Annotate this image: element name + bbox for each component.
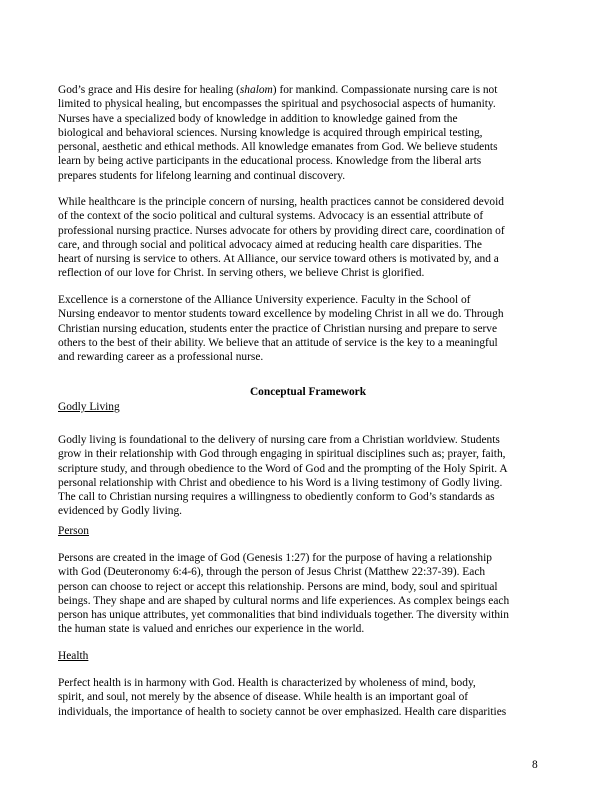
text-line: others to the best of their ability. We believe that an attitude of service is the key to a meaningful <box>58 336 498 349</box>
section-heading-conceptual-framework: Conceptual Framework <box>249 386 367 398</box>
text-line: personal relationship with Christ and obedience to his Word is a living testimony of Godly living. <box>58 476 503 489</box>
paragraph-godly-living <box>58 433 558 519</box>
text-line: Persons are created in the image of God (Genesis 1:27) for the purpose of having a relationship <box>58 552 492 564</box>
text-line: Excellence is a cornerstone of the Alliance University experience. Faculty in the School of <box>58 294 471 306</box>
text-line: individuals, the importance of health to society cannot be over emphasized. Health care disparities <box>58 705 507 718</box>
paragraph-excellence <box>58 293 558 364</box>
text-line: personal, aesthetic and ethical methods. All knowledge emanates from God. We believe students <box>58 141 498 153</box>
text-line: biological and behavioral sciences. Nursing knowledge is acquired through empirical testing, <box>58 126 483 139</box>
text-line: the human state is valued and enriches our experience in the world. <box>58 623 365 636</box>
text-line: Nursing endeavor to mentor students toward excellence by modeling Christ in all we do. Through <box>58 308 504 321</box>
text-line: learn by being active participants in the educational process. Knowledge from the liberal arts <box>58 155 482 168</box>
text-line: heart of nursing is service to others. At Alliance, our service toward others is motivated by, and a <box>58 253 499 265</box>
text-line: Godly living is foundational to the delivery of nursing care from a Christian worldview. Students <box>58 434 500 446</box>
paragraph-grace-healing <box>58 83 558 183</box>
text-line: evidenced by Godly living. <box>58 505 183 518</box>
text-line: reflection of our love for Christ. In serving others, we believe Christ is glorified. <box>58 267 425 280</box>
text-line: While healthcare is the principle concern of nursing, health practices cannot be considered devoid <box>58 196 504 208</box>
text-line: limited to physical healing, but encompasses the spiritual and psychosocial aspects of humanity. <box>58 98 496 111</box>
text-line: Perfect health is in harmony with God. Health is characterized by wholeness of mind, body, <box>58 677 476 689</box>
text-line: Christian nursing education, students enter the practice of Christian nursing and prepare to serve <box>58 322 498 335</box>
subheading-health: Health <box>58 650 89 662</box>
text-line: person has unique attributes, yet commonalities that bind individuals together. The diversity within <box>58 609 509 621</box>
text-line: professional nursing practice. Nurses advocate for others by providing direct care, coordination of <box>58 224 505 237</box>
text-line: spirit, and soul, not merely by the absence of disease. While health is an important goal of <box>58 691 469 704</box>
text-line: person can choose to reject or accept this relationship. Persons are mind, body, soul and spiritual <box>58 580 498 593</box>
text-line: prepares students for lifelong learning and continual discovery. <box>58 169 346 182</box>
italic-term-shalom: shalom <box>239 84 273 96</box>
subheading-person: Person <box>58 525 90 537</box>
paragraph-healthcare-advocacy <box>58 195 558 281</box>
text-line: care, and through social and political advocacy aimed at reducing health care disparities. The <box>58 238 482 251</box>
paragraph-health <box>58 676 558 719</box>
paragraph-person <box>58 551 558 637</box>
text-line: scripture study, and through obedience to the Word of God and the prompting of the Holy Spirit. A <box>58 462 508 475</box>
text-line: of the context of the socio political and cultural systems. Advocacy is an essential attribute of <box>58 210 484 223</box>
text-line: God’s grace and His desire for healing (shalom) for mankind. Compassionate nursing care is not <box>58 84 498 96</box>
text-line: grow in their relationship with God through engaging in spiritual disciplines such as; prayer, faith, <box>58 448 506 461</box>
text-line: and rewarding career as a professional nurse. <box>58 351 264 363</box>
page-number: 8 <box>532 759 538 771</box>
text-line: Nurses have a specialized body of knowledge in addition to knowledge gained from the <box>58 112 458 125</box>
text-line: The call to Christian nursing requires a willingness to obediently conform to God’s standards as <box>58 491 495 503</box>
text-line: with God (Deuteronomy 6:4-6), through the person of Jesus Christ (Matthew 22:37-39). Each <box>58 566 486 579</box>
subheading-godly-living: Godly Living <box>58 401 120 413</box>
text-line: beings. They shape and are shaped by cultural norms and life experiences. As complex beings each <box>58 594 510 607</box>
